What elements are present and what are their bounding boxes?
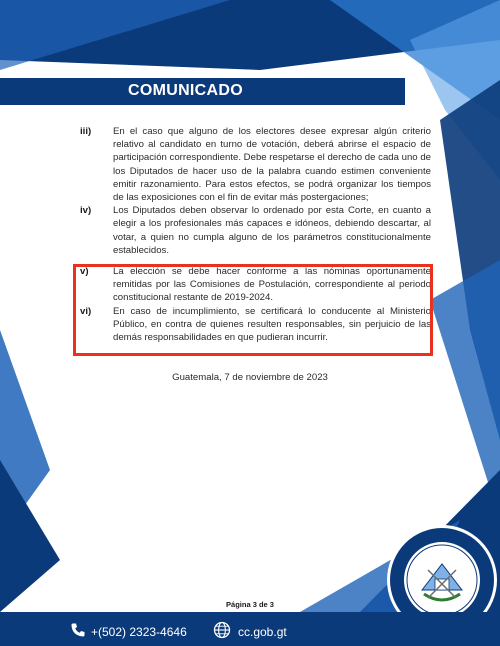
item-number: iv) [80,205,92,217]
item-text: En caso de incumplimiento, se certificará lo conducente al Ministerio Público, en contra de quienes resulten responsables, sin perjuicio de las demás responsabilidades en que pudieran incurrir. [113,305,431,344]
phone-icon [70,622,86,638]
item-text: La elección se debe hacer conforme a las nóminas oportunamente remitidas por las Comisiones de Postulación, correspondiente al periodo constitucional restante de 2019-2024. [113,266,431,304]
page-title: COMUNICADO [128,82,243,99]
item-number: iii) [80,126,92,137]
item-text: En el caso que alguno de los electores desee expresar algún criterio relativo al candidato en turno de votación, deberá abrirse el espacio de participación correspondiente. Debe respetarse el derecho de cada uno de los Diputados de hacer uso de la palabra cuando estimen conveniente emitir razonamiento. Para estos efectos, se podrá organizar los tiempos de las exposiciones con el fin de evitar más postergaciones; [113,126,431,204]
highlight-box [73,264,433,356]
list-item-iii [80,125,431,204]
item-text: Los Diputados deben observar lo ordenado por esta Corte, en cuanto a elegir a los profesionales más capaces e idóneos, debiendo descartar, al votar, a quien no cumpla alguno de los parámetros constitucionalmente establecidos. [113,205,431,256]
item-number: v) [80,266,89,278]
item-number: vi) [80,305,92,317]
document-date: Guatemala, 7 de noviembre de 2023 [172,372,328,383]
globe-icon [213,621,231,639]
list-item-iv [80,204,431,257]
footer-website: cc.gob.gt [238,625,287,639]
page-number: Página 3 de 3 [226,600,274,609]
footer-phone: +(502) 2323-4646 [91,625,187,639]
